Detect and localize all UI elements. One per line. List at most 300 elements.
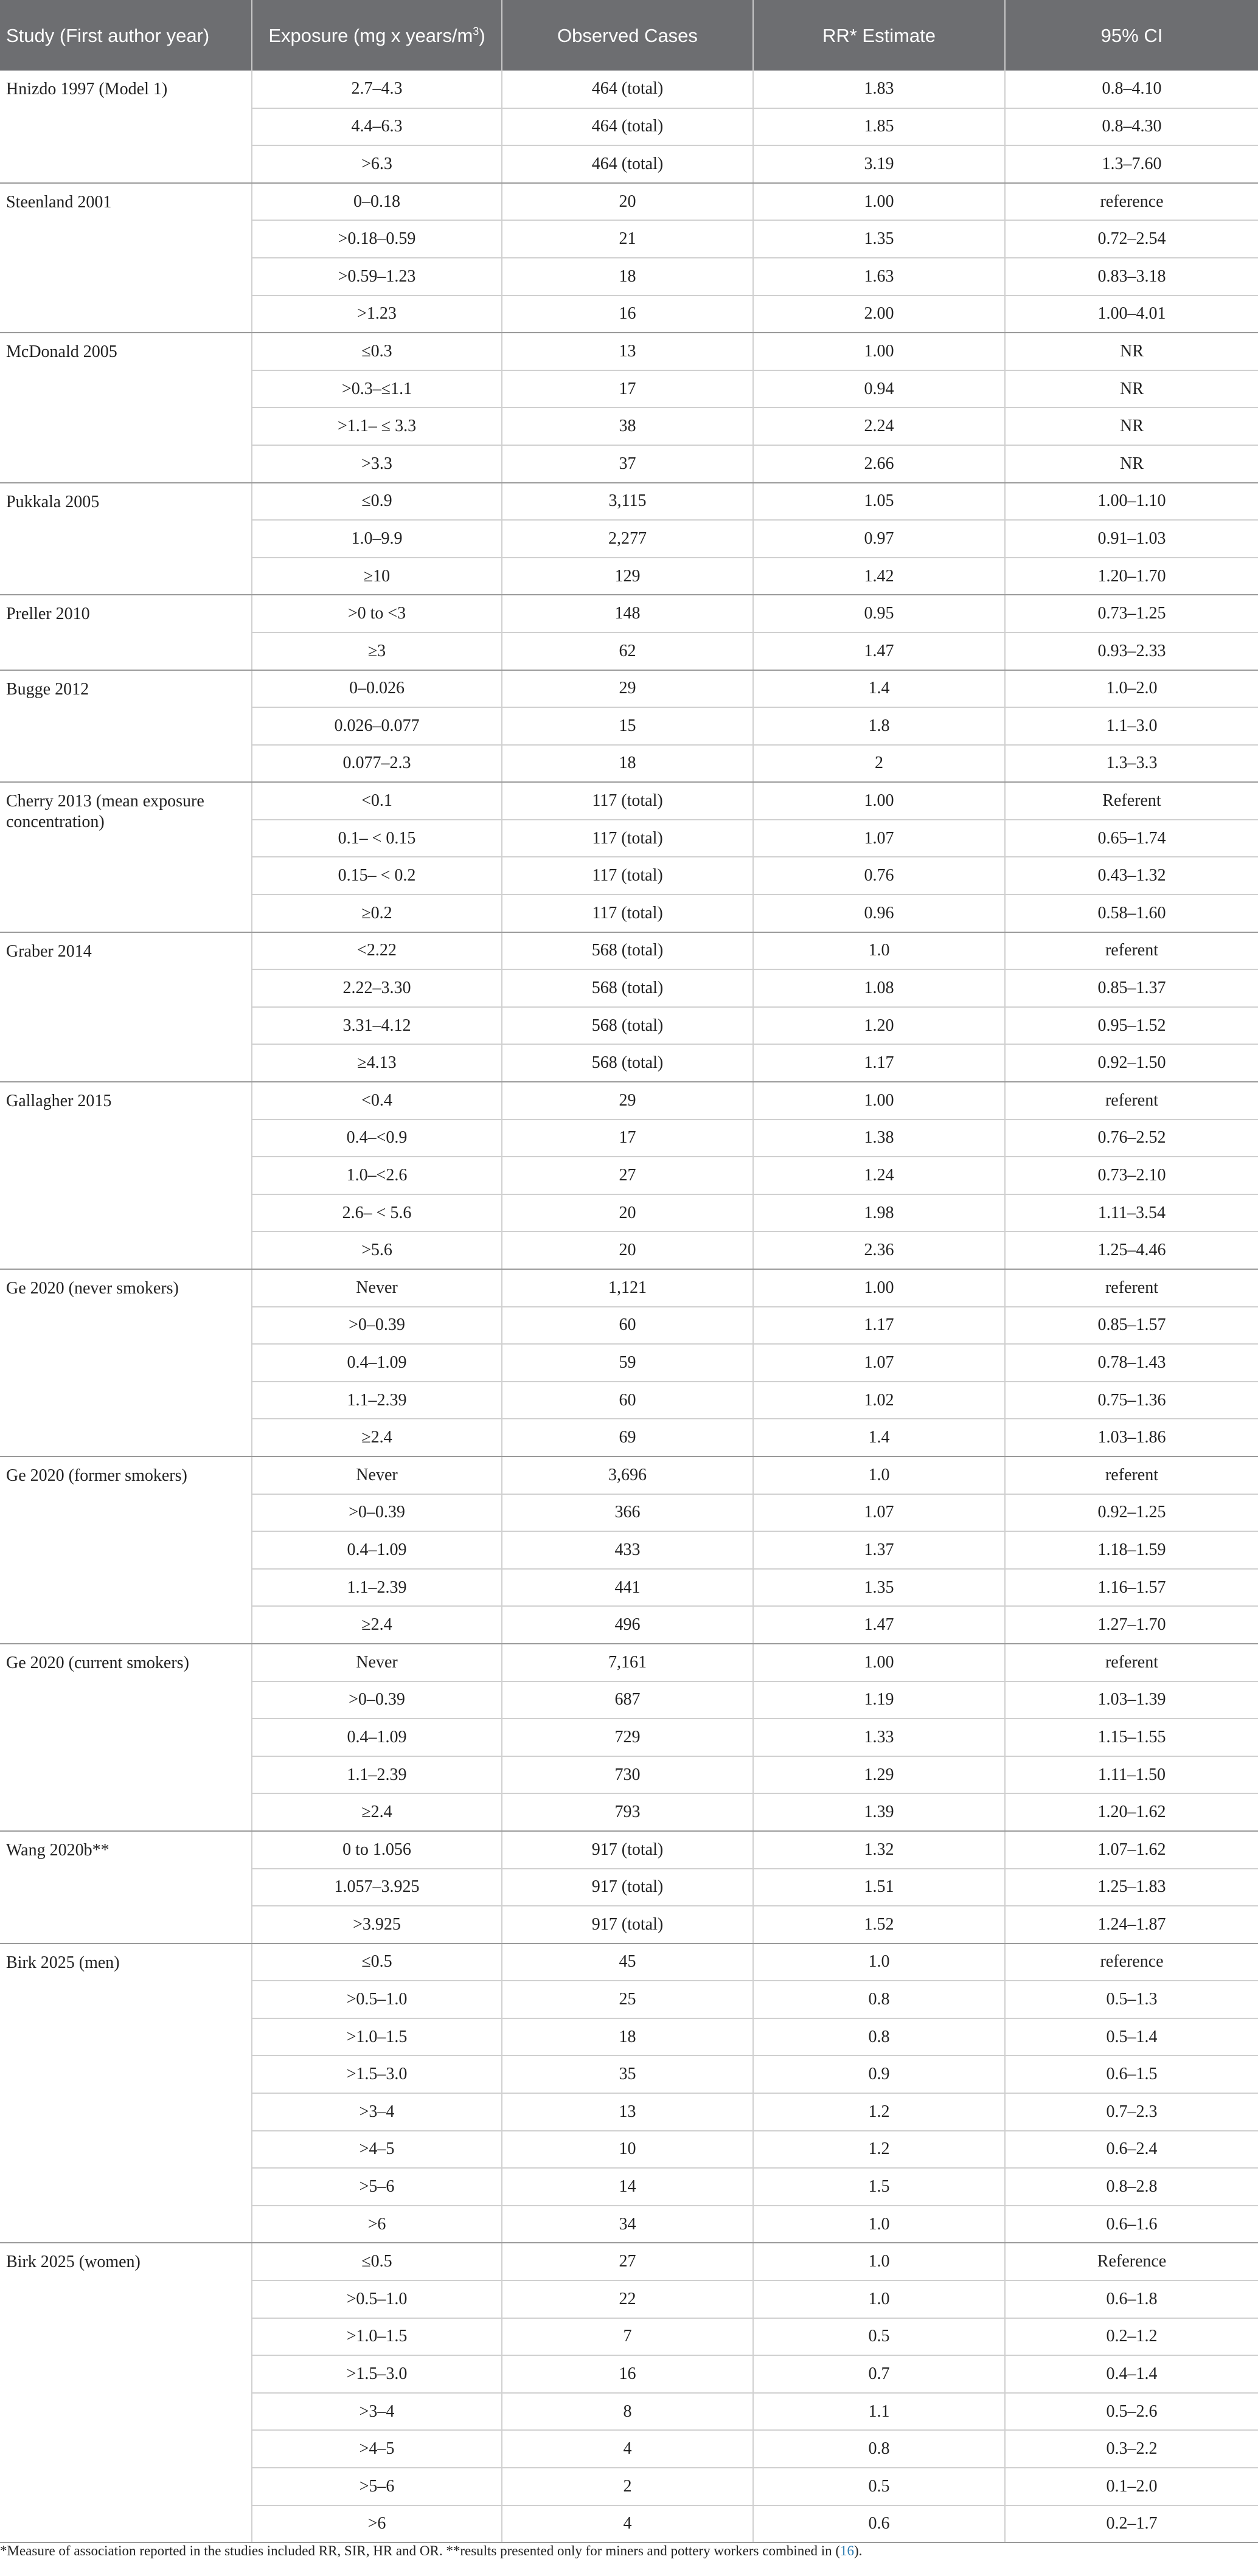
rr-cell: 1.4 <box>753 670 1005 708</box>
ci-cell: 0.92–1.25 <box>1005 1494 1258 1532</box>
ci-cell: 0.6–1.6 <box>1005 2206 1258 2243</box>
exposure-cell: <2.22 <box>252 932 502 970</box>
rr-cell: 1.00 <box>753 1082 1005 1120</box>
header-exposure <box>252 0 502 71</box>
table-row <box>0 932 1258 970</box>
rr-cell: 1.07 <box>753 1344 1005 1382</box>
exposure-cell: ≥2.4 <box>252 1793 502 1831</box>
header-exposure-text: Exposure (mg x years/m <box>268 24 473 46</box>
cases-cell: 496 <box>502 1606 753 1644</box>
exposure-cell: ≥4.13 <box>252 1044 502 1082</box>
exposure-cell: >0.5–1.0 <box>252 2280 502 2318</box>
exposure-cell: Never <box>252 1456 502 1494</box>
cases-cell: 1,121 <box>502 1269 753 1307</box>
ci-cell: Referent <box>1005 782 1258 820</box>
rr-cell: 1.08 <box>753 969 1005 1007</box>
rr-cell: 1.00 <box>753 782 1005 820</box>
rr-cell: 1.0 <box>753 932 1005 970</box>
cases-cell: 464 (total) <box>502 108 753 146</box>
cases-cell: 917 (total) <box>502 1906 753 1944</box>
ci-cell: referent <box>1005 932 1258 970</box>
cases-cell: 18 <box>502 745 753 783</box>
ci-cell: 1.25–4.46 <box>1005 1231 1258 1269</box>
ci-cell: 0.2–1.7 <box>1005 2505 1258 2543</box>
cases-cell: 568 (total) <box>502 1007 753 1045</box>
table-row <box>0 1082 1258 1120</box>
cases-cell: 117 (total) <box>502 782 753 820</box>
rr-cell: 2.24 <box>753 407 1005 445</box>
cases-cell: 17 <box>502 370 753 408</box>
exposure-cell: ≤0.5 <box>252 1944 502 1981</box>
rr-cell: 1.1 <box>753 2393 1005 2431</box>
cases-cell: 27 <box>502 2243 753 2280</box>
ci-cell: 1.3–7.60 <box>1005 145 1258 183</box>
rr-cell: 1.0 <box>753 2280 1005 2318</box>
rr-cell: 1.5 <box>753 2168 1005 2206</box>
cases-cell: 433 <box>502 1531 753 1569</box>
table-row <box>0 1269 1258 1307</box>
cases-cell: 568 (total) <box>502 969 753 1007</box>
rr-cell: 1.2 <box>753 2131 1005 2169</box>
rr-cell: 1.47 <box>753 632 1005 670</box>
ci-cell: 0.5–1.3 <box>1005 1981 1258 2018</box>
exposure-cell: <0.4 <box>252 1082 502 1120</box>
exposure-cell: ≤0.9 <box>252 483 502 521</box>
exposure-cell: 0.4–1.09 <box>252 1719 502 1756</box>
ci-cell: 0.7–2.3 <box>1005 2093 1258 2131</box>
rr-cell: 0.95 <box>753 595 1005 632</box>
exposure-cell: ≥2.4 <box>252 1419 502 1456</box>
ci-cell: 1.3–3.3 <box>1005 745 1258 783</box>
results-table-body <box>0 71 1258 2543</box>
exposure-cell: >5–6 <box>252 2468 502 2505</box>
rr-cell: 1.0 <box>753 2206 1005 2243</box>
header-row <box>0 0 1258 71</box>
rr-cell: 0.5 <box>753 2468 1005 2505</box>
exposure-cell: >6.3 <box>252 145 502 183</box>
ci-cell: 1.25–1.83 <box>1005 1869 1258 1906</box>
rr-cell: 2.66 <box>753 445 1005 483</box>
table-row <box>0 670 1258 708</box>
ci-cell: 0.92–1.50 <box>1005 1044 1258 1082</box>
exposure-cell: >1.23 <box>252 296 502 333</box>
rr-cell: 1.0 <box>753 2243 1005 2280</box>
table-row <box>0 333 1258 370</box>
ci-cell: reference <box>1005 1944 1258 1981</box>
study-cell: Gallagher 2015 <box>0 1082 252 1269</box>
cases-cell: 2,277 <box>502 520 753 558</box>
cases-cell: 464 (total) <box>502 145 753 183</box>
header-ci: 95% CI <box>1005 0 1258 71</box>
ci-cell: 1.03–1.39 <box>1005 1681 1258 1719</box>
ci-cell: 0.76–2.52 <box>1005 1120 1258 1157</box>
ci-cell: 0.6–1.8 <box>1005 2280 1258 2318</box>
ci-cell: 1.00–4.01 <box>1005 296 1258 333</box>
cases-cell: 729 <box>502 1719 753 1756</box>
rr-cell: 2.36 <box>753 1231 1005 1269</box>
exposure-cell: >6 <box>252 2206 502 2243</box>
rr-cell: 1.20 <box>753 1007 1005 1045</box>
exposure-cell: >0–0.39 <box>252 1494 502 1532</box>
rr-cell: 1.83 <box>753 71 1005 108</box>
cases-cell: 59 <box>502 1344 753 1382</box>
ci-cell: 0.2–1.2 <box>1005 2318 1258 2356</box>
table-row <box>0 1644 1258 1681</box>
cases-cell: 568 (total) <box>502 932 753 970</box>
ci-cell: 0.65–1.74 <box>1005 820 1258 857</box>
exposure-cell: >5.6 <box>252 1231 502 1269</box>
cases-cell: 16 <box>502 296 753 333</box>
footnote-tail: ). <box>854 2543 863 2558</box>
rr-cell: 1.35 <box>753 220 1005 258</box>
exposure-cell: >0–0.39 <box>252 1307 502 1345</box>
exposure-cell: >0.5–1.0 <box>252 1981 502 2018</box>
cases-cell: 7,161 <box>502 1644 753 1681</box>
rr-cell: 1.02 <box>753 1382 1005 1419</box>
rr-cell: 0.8 <box>753 1981 1005 2018</box>
ci-cell: referent <box>1005 1456 1258 1494</box>
ci-cell: 0.85–1.37 <box>1005 969 1258 1007</box>
cases-cell: 29 <box>502 1082 753 1120</box>
cases-cell: 22 <box>502 2280 753 2318</box>
ci-cell: 0.8–4.10 <box>1005 71 1258 108</box>
exposure-cell: 0.1– < 0.15 <box>252 820 502 857</box>
ci-cell: referent <box>1005 1644 1258 1681</box>
ci-cell: 0.8–2.8 <box>1005 2168 1258 2206</box>
ci-cell: 0.5–2.6 <box>1005 2393 1258 2431</box>
ci-cell: 1.03–1.86 <box>1005 1419 1258 1456</box>
cases-cell: 2 <box>502 2468 753 2505</box>
cases-cell: 16 <box>502 2355 753 2393</box>
study-cell: Cherry 2013 (mean exposure concentration) <box>0 782 252 932</box>
exposure-cell: >3.925 <box>252 1906 502 1944</box>
cases-cell: 17 <box>502 1120 753 1157</box>
ci-cell: 0.73–1.25 <box>1005 595 1258 632</box>
rr-cell: 0.76 <box>753 857 1005 895</box>
rr-cell: 1.00 <box>753 1269 1005 1307</box>
rr-cell: 1.0 <box>753 1456 1005 1494</box>
ci-cell: NR <box>1005 333 1258 370</box>
exposure-cell: ≥0.2 <box>252 895 502 932</box>
ci-cell: 1.16–1.57 <box>1005 1569 1258 1607</box>
study-cell: Ge 2020 (never smokers) <box>0 1269 252 1456</box>
cases-cell: 148 <box>502 595 753 632</box>
cases-cell: 13 <box>502 333 753 370</box>
rr-cell: 1.19 <box>753 1681 1005 1719</box>
exposure-cell: >4–5 <box>252 2430 502 2468</box>
rr-cell: 1.00 <box>753 183 1005 221</box>
rr-cell: 0.7 <box>753 2355 1005 2393</box>
rr-cell: 1.0 <box>753 1944 1005 1981</box>
cases-cell: 687 <box>502 1681 753 1719</box>
cases-cell: 730 <box>502 1756 753 1794</box>
rr-cell: 0.6 <box>753 2505 1005 2543</box>
ci-cell: 0.78–1.43 <box>1005 1344 1258 1382</box>
rr-cell: 1.63 <box>753 258 1005 296</box>
exposure-cell: >0–0.39 <box>252 1681 502 1719</box>
exposure-cell: >6 <box>252 2505 502 2543</box>
rr-cell: 0.8 <box>753 2430 1005 2468</box>
ci-cell: Reference <box>1005 2243 1258 2280</box>
study-cell: Preller 2010 <box>0 595 252 670</box>
cases-cell: 129 <box>502 558 753 595</box>
cases-cell: 60 <box>502 1307 753 1345</box>
ci-cell: 1.18–1.59 <box>1005 1531 1258 1569</box>
cases-cell: 45 <box>502 1944 753 1981</box>
cases-cell: 3,115 <box>502 483 753 521</box>
exposure-cell: <0.1 <box>252 782 502 820</box>
cases-cell: 917 (total) <box>502 1831 753 1869</box>
cases-cell: 117 (total) <box>502 895 753 932</box>
header-rr: RR* Estimate <box>753 0 1005 71</box>
ci-cell: 1.07–1.62 <box>1005 1831 1258 1869</box>
ci-cell: 0.3–2.2 <box>1005 2430 1258 2468</box>
exposure-cell: >3.3 <box>252 445 502 483</box>
exposure-cell: >1.0–1.5 <box>252 2318 502 2356</box>
cases-cell: 7 <box>502 2318 753 2356</box>
rr-cell: 1.52 <box>753 1906 1005 1944</box>
table-row <box>0 1831 1258 1869</box>
exposure-cell: 1.0–<2.6 <box>252 1157 502 1194</box>
rr-cell: 1.2 <box>753 2093 1005 2131</box>
table-row <box>0 1944 1258 1981</box>
ci-cell: referent <box>1005 1082 1258 1120</box>
cases-cell: 25 <box>502 1981 753 2018</box>
study-cell: Hnizdo 1997 (Model 1) <box>0 71 252 183</box>
ci-cell: 0.93–2.33 <box>1005 632 1258 670</box>
table-row <box>0 595 1258 632</box>
study-cell: Birk 2025 (men) <box>0 1944 252 2243</box>
table-row <box>0 483 1258 521</box>
exposure-cell: ≥3 <box>252 632 502 670</box>
ci-cell: reference <box>1005 183 1258 221</box>
cases-cell: 37 <box>502 445 753 483</box>
study-cell: Wang 2020b** <box>0 1831 252 1944</box>
cases-cell: 60 <box>502 1382 753 1419</box>
ci-cell: NR <box>1005 370 1258 408</box>
footnote-text: *Measure of association reported in the studies included RR, SIR, HR and OR. **results presented only for miners and pottery workers combined in ( <box>0 2543 840 2558</box>
exposure-cell: >1.5–3.0 <box>252 2055 502 2093</box>
cases-cell: 464 (total) <box>502 71 753 108</box>
footnote-reference-link[interactable]: 16 <box>840 2543 854 2558</box>
ci-cell: 0.75–1.36 <box>1005 1382 1258 1419</box>
cases-cell: 10 <box>502 2131 753 2169</box>
exposure-cell: 0.15– < 0.2 <box>252 857 502 895</box>
rr-cell: 1.51 <box>753 1869 1005 1906</box>
exposure-cell: 0.4–<0.9 <box>252 1120 502 1157</box>
table-row <box>0 1456 1258 1494</box>
ci-cell: 0.95–1.52 <box>1005 1007 1258 1045</box>
rr-cell: 1.29 <box>753 1756 1005 1794</box>
study-cell: Graber 2014 <box>0 932 252 1082</box>
cases-cell: 793 <box>502 1793 753 1831</box>
rr-cell: 0.5 <box>753 2318 1005 2356</box>
exposure-cell: Never <box>252 1269 502 1307</box>
rr-cell: 2.00 <box>753 296 1005 333</box>
study-cell: Steenland 2001 <box>0 183 252 333</box>
exposure-cell: ≥2.4 <box>252 1606 502 1644</box>
rr-cell: 1.05 <box>753 483 1005 521</box>
ci-cell: 1.1–3.0 <box>1005 707 1258 745</box>
ci-cell: 0.73–2.10 <box>1005 1157 1258 1194</box>
rr-cell: 0.96 <box>753 895 1005 932</box>
rr-cell: 1.17 <box>753 1044 1005 1082</box>
exposure-cell: 2.22–3.30 <box>252 969 502 1007</box>
rr-cell: 0.9 <box>753 2055 1005 2093</box>
cases-cell: 4 <box>502 2505 753 2543</box>
rr-cell: 0.97 <box>753 520 1005 558</box>
ci-cell: 0.4–1.4 <box>1005 2355 1258 2393</box>
exposure-cell: >0.59–1.23 <box>252 258 502 296</box>
ci-cell: 0.72–2.54 <box>1005 220 1258 258</box>
rr-cell: 1.4 <box>753 1419 1005 1456</box>
rr-cell: 1.24 <box>753 1157 1005 1194</box>
ci-cell: 1.27–1.70 <box>1005 1606 1258 1644</box>
cases-cell: 117 (total) <box>502 857 753 895</box>
ci-cell: 1.0–2.0 <box>1005 670 1258 708</box>
ci-cell: 1.11–3.54 <box>1005 1194 1258 1232</box>
exposure-cell: 0 to 1.056 <box>252 1831 502 1869</box>
rr-cell: 3.19 <box>753 145 1005 183</box>
ci-cell: 0.1–2.0 <box>1005 2468 1258 2505</box>
exposure-cell: 1.1–2.39 <box>252 1382 502 1419</box>
rr-cell: 1.37 <box>753 1531 1005 1569</box>
rr-cell: 1.8 <box>753 707 1005 745</box>
rr-cell: 1.17 <box>753 1307 1005 1345</box>
exposure-cell: 0.4–1.09 <box>252 1531 502 1569</box>
exposure-cell: 1.1–2.39 <box>252 1756 502 1794</box>
exposure-cell: 2.7–4.3 <box>252 71 502 108</box>
cases-cell: 14 <box>502 2168 753 2206</box>
cases-cell: 69 <box>502 1419 753 1456</box>
cases-cell: 8 <box>502 2393 753 2431</box>
exposure-cell: 2.6– < 5.6 <box>252 1194 502 1232</box>
rr-cell: 1.35 <box>753 1569 1005 1607</box>
ci-cell: 0.91–1.03 <box>1005 520 1258 558</box>
ci-cell: 0.5–1.4 <box>1005 2018 1258 2056</box>
study-cell: Pukkala 2005 <box>0 483 252 595</box>
table-row <box>0 183 1258 221</box>
ci-cell: 1.15–1.55 <box>1005 1719 1258 1756</box>
header-study: Study (First author year) <box>0 0 252 71</box>
exposure-cell: 4.4–6.3 <box>252 108 502 146</box>
ci-cell: 0.43–1.32 <box>1005 857 1258 895</box>
exposure-cell: 1.1–2.39 <box>252 1569 502 1607</box>
cases-cell: 18 <box>502 258 753 296</box>
ci-cell: 1.24–1.87 <box>1005 1906 1258 1944</box>
exposure-cell: ≥10 <box>252 558 502 595</box>
study-cell: McDonald 2005 <box>0 333 252 482</box>
header-cases: Observed Cases <box>502 0 753 71</box>
rr-cell: 1.32 <box>753 1831 1005 1869</box>
study-cell: Ge 2020 (current smokers) <box>0 1644 252 1831</box>
study-cell: Birk 2025 (women) <box>0 2243 252 2543</box>
exposure-cell: Never <box>252 1644 502 1681</box>
exposure-cell: >0.18–0.59 <box>252 220 502 258</box>
exposure-cell: >1.0–1.5 <box>252 2018 502 2056</box>
cases-cell: 117 (total) <box>502 820 753 857</box>
rr-cell: 0.94 <box>753 370 1005 408</box>
exposure-cell: 0.077–2.3 <box>252 745 502 783</box>
exposure-cell: 0–0.18 <box>252 183 502 221</box>
rr-cell: 1.33 <box>753 1719 1005 1756</box>
cases-cell: 4 <box>502 2430 753 2468</box>
exposure-cell: >3–4 <box>252 2393 502 2431</box>
table-row <box>0 71 1258 108</box>
exposure-cell: >0 to <3 <box>252 595 502 632</box>
ci-cell: 1.11–1.50 <box>1005 1756 1258 1794</box>
cases-cell: 568 (total) <box>502 1044 753 1082</box>
rr-cell: 1.39 <box>753 1793 1005 1831</box>
rr-cell: 1.00 <box>753 333 1005 370</box>
cases-cell: 441 <box>502 1569 753 1607</box>
table-row <box>0 2243 1258 2280</box>
exposure-cell: 0.4–1.09 <box>252 1344 502 1382</box>
cases-cell: 35 <box>502 2055 753 2093</box>
exposure-cell: >4–5 <box>252 2131 502 2169</box>
study-cell: Bugge 2012 <box>0 670 252 783</box>
rr-cell: 0.8 <box>753 2018 1005 2056</box>
ci-cell: 0.58–1.60 <box>1005 895 1258 932</box>
rr-cell: 1.00 <box>753 1644 1005 1681</box>
ci-cell: 0.6–1.5 <box>1005 2055 1258 2093</box>
footnote <box>0 2542 1258 2560</box>
cases-cell: 18 <box>502 2018 753 2056</box>
ci-cell: 1.20–1.62 <box>1005 1793 1258 1831</box>
cases-cell: 15 <box>502 707 753 745</box>
cases-cell: 29 <box>502 670 753 708</box>
rr-cell: 1.07 <box>753 1494 1005 1532</box>
ci-cell: 1.00–1.10 <box>1005 483 1258 521</box>
study-cell: Ge 2020 (former smokers) <box>0 1456 252 1644</box>
exposure-cell: >1.1– ≤ 3.3 <box>252 407 502 445</box>
ci-cell: 1.20–1.70 <box>1005 558 1258 595</box>
exposure-cell: 1.057–3.925 <box>252 1869 502 1906</box>
ci-cell: 0.6–2.4 <box>1005 2131 1258 2169</box>
ci-cell: NR <box>1005 445 1258 483</box>
exposure-cell: ≤0.5 <box>252 2243 502 2280</box>
cases-cell: 34 <box>502 2206 753 2243</box>
cases-cell: 62 <box>502 632 753 670</box>
cases-cell: 20 <box>502 1231 753 1269</box>
cases-cell: 27 <box>502 1157 753 1194</box>
cases-cell: 20 <box>502 1194 753 1232</box>
exposure-cell: >5–6 <box>252 2168 502 2206</box>
exposure-cell: 1.0–9.9 <box>252 520 502 558</box>
exposure-cell: 0.026–0.077 <box>252 707 502 745</box>
rr-cell: 1.85 <box>753 108 1005 146</box>
rr-cell: 1.38 <box>753 1120 1005 1157</box>
ci-cell: 0.8–4.30 <box>1005 108 1258 146</box>
cases-cell: 3,696 <box>502 1456 753 1494</box>
header-exposure-close: ) <box>479 24 485 46</box>
cases-cell: 38 <box>502 407 753 445</box>
cases-cell: 366 <box>502 1494 753 1532</box>
exposure-cell: >3–4 <box>252 2093 502 2131</box>
ci-cell: 0.85–1.57 <box>1005 1307 1258 1345</box>
exposure-cell: ≤0.3 <box>252 333 502 370</box>
rr-cell: 1.47 <box>753 1606 1005 1644</box>
table-row <box>0 782 1258 820</box>
cases-cell: 917 (total) <box>502 1869 753 1906</box>
ci-cell: referent <box>1005 1269 1258 1307</box>
rr-cell: 1.42 <box>753 558 1005 595</box>
cases-cell: 20 <box>502 183 753 221</box>
cases-cell: 13 <box>502 2093 753 2131</box>
ci-cell: NR <box>1005 407 1258 445</box>
header-exposure-superscript: 3 <box>473 25 479 38</box>
exposure-cell: 3.31–4.12 <box>252 1007 502 1045</box>
